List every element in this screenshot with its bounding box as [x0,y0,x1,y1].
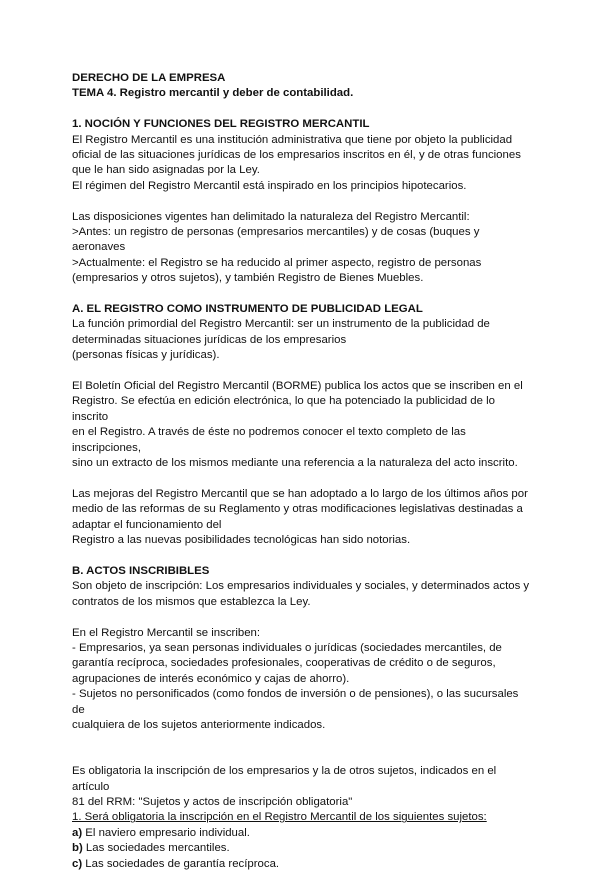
paragraph-line: en el Registro. A través de éste no podremos conocer el texto completo de las inscripciones, [72,426,466,454]
list-item [72,841,532,856]
paragraph-line: >Antes: un registro de personas (empresarios mercantiles) y de cosas (buques y [72,226,480,239]
paragraph-line: cualquiera de los sujetos anteriormente indicados. [72,718,326,731]
document-page [72,71,532,872]
list-marker: c) [72,857,83,870]
paragraph-line: El Registro Mercantil es una institución administrativa que tiene por objeto la publicidad [72,133,513,146]
paragraph-line: 81 del RRM: "Sujetos y actos de inscripción obligatoria" [72,795,353,808]
paragraph-line: - Sujetos no personificados (como fondos de inversión o de pensiones), o las sucursales de [72,688,519,716]
paragraph-line: Las disposiciones vigentes han delimitado la naturaleza del Registro Mercantil: [72,210,470,223]
paragraph-line: garantía recíproca, sociedades profesionales, cooperativas de crédito o de seguros, [72,657,496,670]
list-marker: b) [72,842,83,855]
list-item [72,857,532,872]
section-1-title: 1. NOCIÓN Y FUNCIONES DEL REGISTRO MERCANTIL [72,118,370,131]
section-a-title: A. EL REGISTRO COMO INSTRUMENTO DE PUBLICIDAD LEGAL [72,303,423,316]
paragraph-line: sino un extracto de los mismos mediante una referencia a la naturaleza del acto inscrito. [72,457,518,470]
section-b-title: B. ACTOS INSCRIBIBLES [72,564,210,577]
paragraph-line: adaptar el funcionamiento del [72,518,222,531]
paragraph-line: medio de las reformas de su Reglamento y otras modificaciones legislativas destinadas a [72,503,523,516]
paragraph-line: La función primordial del Registro Mercantil: ser un instrumento de la publicidad de [72,318,490,331]
list-item-text: El naviero empresario individual. [82,826,250,839]
paragraph-line: Registro. Se efectúa en edición electrónica, lo que ha potenciado la publicidad de lo inscrito [72,395,496,423]
list-item-text: Las sociedades de garantía recíproca. [82,857,280,870]
paragraph-line: Las mejoras del Registro Mercantil que se han adoptado a lo largo de los últimos años por [72,487,528,500]
paragraph-line: oficial de las situaciones jurídicas de los empresarios inscritos en él, y de otras funciones [72,149,521,162]
list-item [72,826,532,841]
list-marker: a) [72,826,83,839]
paragraph-line: agrupaciones de interés económico y cajas de ahorro). [72,672,350,685]
list-item-text: Las sociedades mercantiles. [82,842,230,855]
paragraph-line: El régimen del Registro Mercantil está inspirado en los principios hipotecarios. [72,179,467,192]
paragraph-line: aeronaves [72,241,126,254]
paragraph-line: Es obligatoria la inscripción de los empresarios y la de otros sujetos, indicados en el artículo [72,765,497,793]
topic-heading: TEMA 4. Registro mercantil y deber de contabilidad. [72,87,354,100]
underlined-line: 1. Será obligatoria la inscripción en el Registro Mercantil de los siguientes sujetos: [72,811,487,824]
paragraph-line: determinadas situaciones jurídicas de los empresarios [72,333,347,346]
subject-heading: DERECHO DE LA EMPRESA [72,72,226,84]
paragraph-line: contratos de los mismos que establezca la Ley. [72,595,311,608]
paragraph-line: - Empresarios, ya sean personas individuales o jurídicas (sociedades mercantiles, de [72,641,502,654]
paragraph-line: En el Registro Mercantil se inscriben: [72,626,261,639]
paragraph-line: que le han sido asignadas por la Ley. [72,164,260,177]
paragraph-line: Registro a las nuevas posibilidades tecnológicas han sido notorias. [72,534,411,547]
paragraph-line: (personas físicas y jurídicas). [72,349,220,362]
paragraph-line: >Actualmente: el Registro se ha reducido al primer aspecto, registro de personas [72,256,482,269]
paragraph-line: Son objeto de inscripción: Los empresarios individuales y sociales, y determinados actos y [72,580,530,593]
paragraph-line: (empresarios y otros sujetos), y también Registro de Bienes Muebles. [72,272,424,285]
paragraph-line: El Boletín Oficial del Registro Mercantil (BORME) publica los actos que se inscriben en el [72,380,523,393]
